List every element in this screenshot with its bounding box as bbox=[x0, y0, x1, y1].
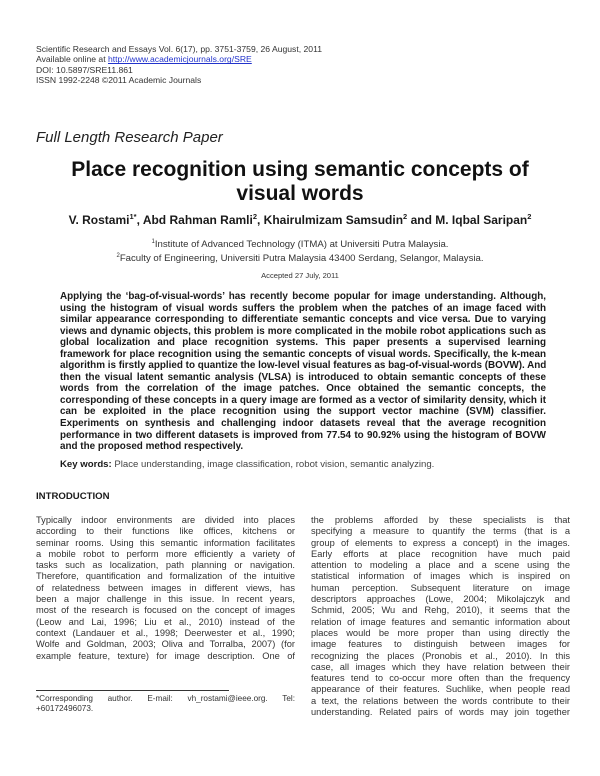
right-column bbox=[311, 515, 570, 718]
text-line: the problems afforded by these specialists is that bbox=[311, 515, 570, 525]
footnote bbox=[36, 694, 295, 715]
text-line: Wolfe and Goldman, 2003; Oliva and Torralba, 2007) (for bbox=[36, 639, 295, 650]
text-line: according to their functions like offices, kitchens or bbox=[36, 526, 295, 537]
section-heading: INTRODUCTION bbox=[36, 491, 110, 502]
abstract bbox=[60, 291, 546, 453]
author-sup: 1* bbox=[129, 212, 137, 221]
text-line: understanding. Related pairs of words may join together bbox=[311, 707, 570, 718]
text-line: Applying the ‘bag-of-visual-words’ has recently become popular for image understanding. Although, bbox=[60, 291, 546, 302]
availability-line bbox=[36, 54, 322, 64]
text-line: specifying a measure to quantify the terms (that is a bbox=[311, 526, 570, 537]
keywords-label: Key words: bbox=[60, 459, 112, 470]
text-line: context (Landauer et al., 1998; Deerwester et al., 1990; bbox=[36, 627, 295, 638]
text-line: seminar rooms. Using this semantic information facilitates bbox=[36, 537, 295, 548]
author: M. Iqbal Saripan bbox=[435, 213, 528, 227]
title-line: Place recognition using semantic concepts of bbox=[71, 158, 529, 181]
text-line: relation of image features and semantic information about bbox=[311, 616, 570, 627]
paper-type: Full Length Research Paper bbox=[36, 129, 223, 146]
text-line: corresponding of these concepts in a query image are formed as a vector of similarity density, which it bbox=[60, 394, 546, 406]
text-line: using the histogram of visual words suffers the problem when the patches of an image faced with bbox=[60, 302, 546, 314]
author-sup: 2 bbox=[527, 212, 532, 221]
journal-header bbox=[36, 44, 322, 85]
text-line: algorithm is firstly applied to quantize the low-level visual features as bag-of-visual-words (BOVW). And bbox=[60, 360, 547, 372]
author-sup: 2 bbox=[252, 212, 257, 221]
text-line: Typically indoor environments are divided into places bbox=[36, 515, 295, 525]
journal-link[interactable]: http://www.academicjournals.org/SRE bbox=[108, 54, 252, 65]
text-line: *Corresponding author. E-mail: vh_rostami@ieee.org. Tel: bbox=[36, 694, 295, 703]
text-line: human perception. Subsequent literature on image bbox=[311, 582, 570, 593]
footnote-divider bbox=[36, 690, 229, 691]
text-line: places would be more proper than using directly the bbox=[311, 627, 570, 638]
author: Abd Rahman Ramli bbox=[142, 213, 253, 227]
text-line: tasks such as localization, path planning or navigation. bbox=[36, 560, 295, 571]
affiliation bbox=[0, 237, 600, 251]
text-line: then the visual latent semantic analysis (VLSA) is introduced to obtain semantic concepts of these bbox=[60, 371, 546, 383]
text-line: descriptors approaches (Lowe, 2004; Mikolajczyk and bbox=[311, 594, 570, 605]
doi: DOI: 10.5897/SRE11.861 bbox=[36, 64, 133, 75]
title-line: visual words bbox=[236, 182, 364, 205]
affiliation-sup: 2 bbox=[116, 252, 120, 259]
text-line: global localization and place recognition systems. This paper presents a supervised learning bbox=[60, 337, 546, 349]
text-line: a text, the relations between the words contribute to their bbox=[311, 695, 570, 706]
text-line: similar appearance corresponding to differentiate semantic concepts and vice versa. Due to varying bbox=[60, 314, 546, 326]
author: V. Rostami bbox=[68, 213, 130, 227]
text-line: case, all images which they have relation between their bbox=[311, 661, 570, 672]
text-line: Schmid, 2005; Wu and Rehg, 2010), it seems that the bbox=[311, 605, 570, 616]
text-line: and the proposed method respectively. bbox=[60, 441, 244, 453]
text-line: can be exploited in the place recognition using the support vector machine (SVM) classifier. bbox=[60, 406, 546, 418]
affiliation-sup: 1 bbox=[151, 239, 155, 245]
affiliation-text: Institute of Advanced Technology (ITMA) at Universiti Putra Malaysia. bbox=[154, 239, 449, 251]
text-line: framework for place recognition using the semantic concepts of visual words. Specifically, the k-mean bbox=[60, 348, 546, 360]
text-line: recognizing the places (Pronobis et al., 2010). In this bbox=[311, 650, 570, 661]
text-line: (Leow and Lai, 1996; Liu et al., 2010) instead of the bbox=[36, 616, 295, 627]
paper-title bbox=[0, 158, 600, 206]
author-list: V. Rostami$^{1*}$, Abd Rahman Ramli$^2$, Khairulmizam Samsudin$^2$ and M. Iqbal Saripan$^2$ bbox=[68, 212, 532, 227]
text-line: Therefore, quantification and formalization of the intuitive bbox=[36, 571, 295, 582]
text-line: most of the research is focused on the concept of images bbox=[36, 605, 295, 616]
accepted-date: Accepted 27 July, 2011 bbox=[261, 271, 339, 280]
keywords-text: Place understanding, image classification, robot vision, semantic analyzing. bbox=[114, 459, 435, 470]
text-line: a mobile robot to perform more efficiently a variety of bbox=[36, 548, 295, 559]
text-line: Early efforts at place recognition have much paid bbox=[311, 548, 570, 559]
author: Khairulmizam Samsudin bbox=[263, 213, 404, 227]
text-line: of relatedness between images in different views, has bbox=[36, 582, 295, 593]
text-line: attention to modeling a place and a scene using the bbox=[311, 560, 570, 571]
text-line: example feature, texture) for image description. One of bbox=[36, 650, 295, 661]
text-line: Experiments on synthesis and challenging indoor datasets reveal that the average recognition bbox=[60, 418, 546, 430]
available-prefix: Available online at bbox=[36, 54, 108, 65]
author-and: and bbox=[410, 213, 432, 227]
affiliation bbox=[0, 251, 600, 265]
text-line: been a major challenge in this issue. In recent years, bbox=[36, 594, 295, 605]
text-line: image features to distinguish between images for bbox=[311, 639, 570, 650]
text-line: views and dynamic objects, this problem is more complicated in the mobile robot applications such as bbox=[60, 325, 546, 337]
journal-citation: Scientific Research and Essays Vol. 6(17), pp. 3751-3759, 26 August, 2011 bbox=[36, 44, 323, 54]
author-sup: 2 bbox=[403, 212, 408, 221]
issn: ISSN 1992-2248 ©2011 Academic Journals bbox=[36, 74, 202, 85]
affiliations bbox=[0, 237, 600, 264]
text-line: appearance of their features. Suchlike, when people read bbox=[311, 684, 570, 695]
text-line: group of elements to express a concept) in the images. bbox=[311, 537, 570, 548]
affiliation-text: Faculty of Engineering, Universiti Putra Malaysia 43400 Serdang, Selangor, Malaysia. bbox=[119, 252, 484, 264]
keywords bbox=[60, 459, 434, 470]
left-column bbox=[36, 515, 295, 662]
text-line: +60172496073. bbox=[36, 704, 94, 714]
text-line: features tend to co-occur more often than the frequency bbox=[311, 673, 570, 684]
text-line: statistical information of images which is inspired on bbox=[311, 571, 570, 582]
text-line: performance in two different datasets is improved from 77.54 to 90.92% using the histogram of BOVW bbox=[60, 429, 546, 441]
text-line: words from the correlation of the image patches. Once obtained the semantic concepts, the bbox=[60, 383, 546, 395]
